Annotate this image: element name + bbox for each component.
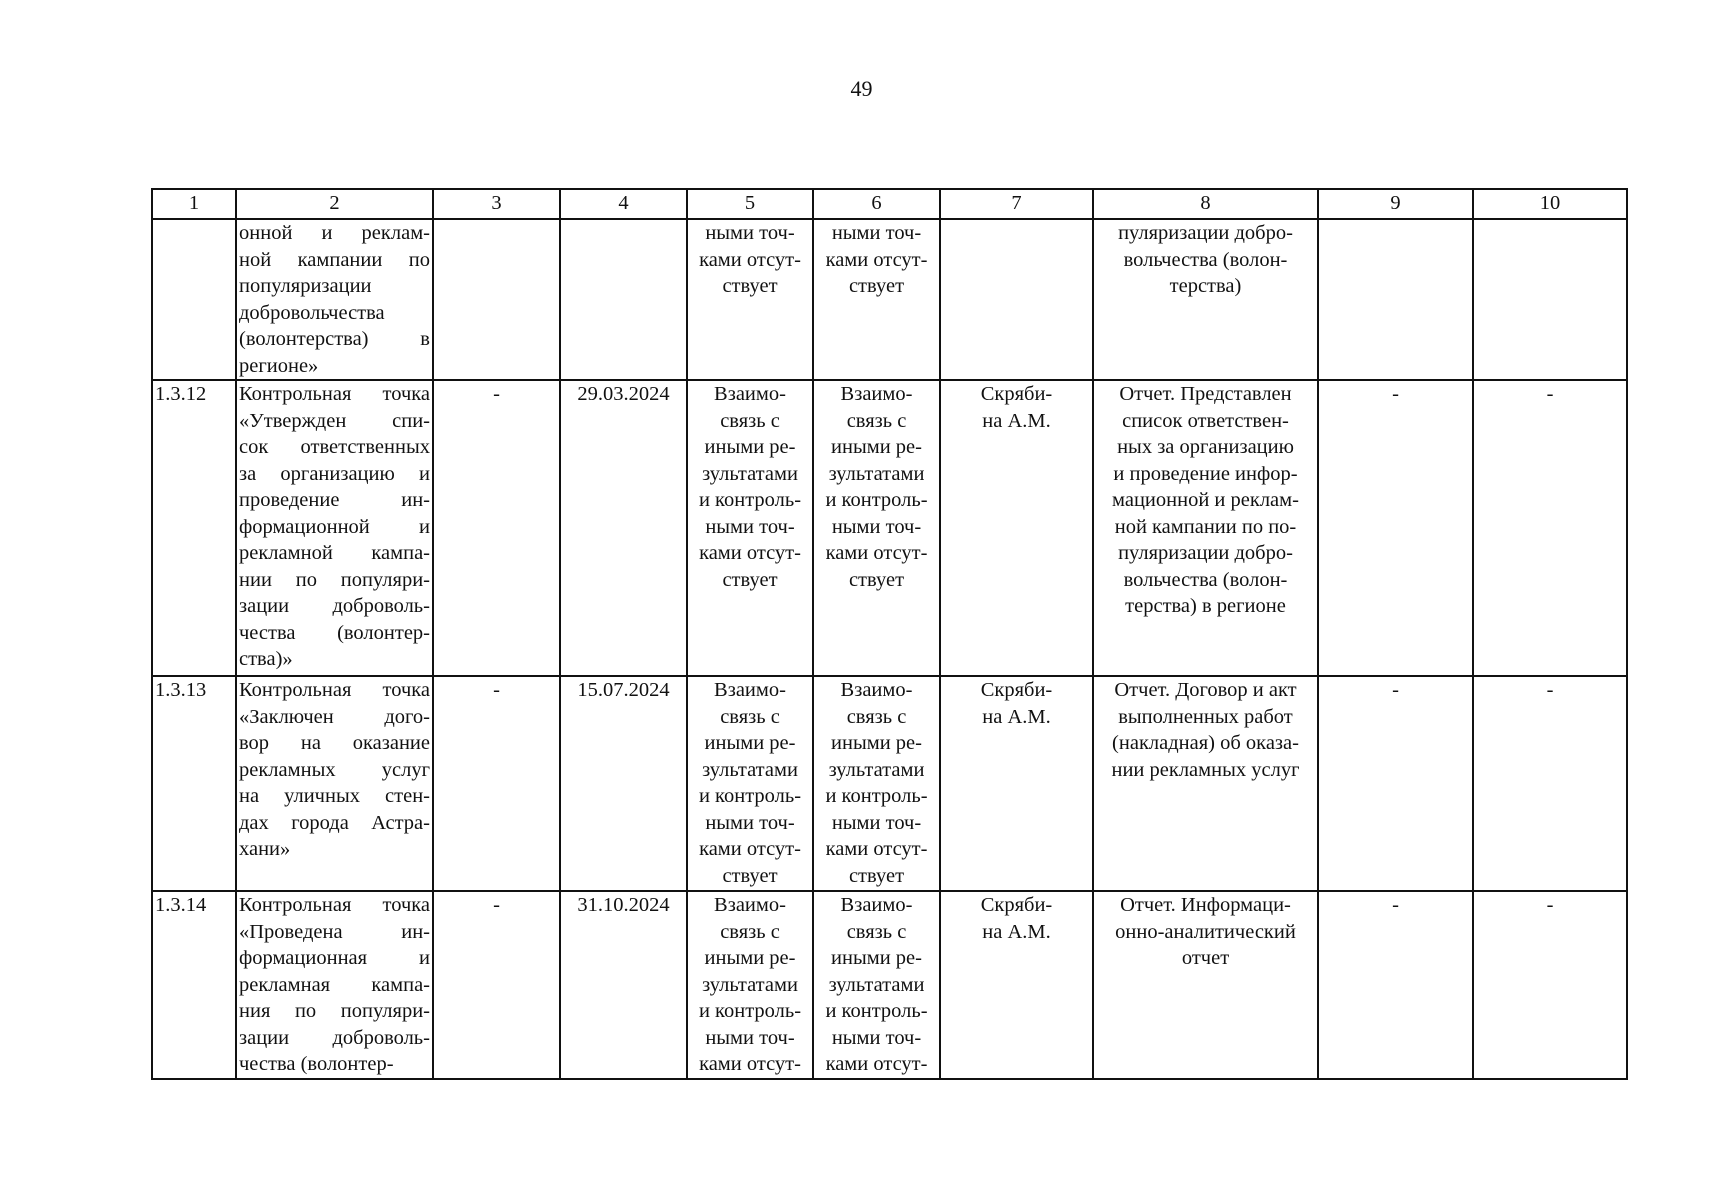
responsible-person (940, 676, 1093, 891)
responsible-person (940, 380, 1093, 676)
header-cell: 6 (813, 189, 940, 219)
cell-line: иными ре- (704, 732, 796, 754)
cell-line: связь с (720, 409, 780, 432)
header-cell: 4 (560, 189, 687, 219)
cell-line: ными точ- (705, 1026, 795, 1049)
cell-line: ными точ- (705, 811, 795, 834)
cell-line: связь с (720, 920, 780, 943)
cell-line: Контрольная точка (239, 894, 430, 916)
cell-line: ствует (848, 568, 905, 591)
cell-line: проведение ин- (239, 489, 430, 511)
result-description (1093, 380, 1318, 676)
cell-line: список ответствен- (1122, 409, 1289, 432)
result-description (1093, 891, 1318, 1079)
cell-line: зультатами (702, 758, 798, 781)
cell-line: рекламной кампа- (239, 542, 430, 564)
relation-cell-5 (687, 676, 813, 891)
header-cell: 8 (1093, 189, 1318, 219)
cell-line: вольчества (волон- (1123, 568, 1288, 591)
cell-line: чества (волонтер- (239, 1053, 394, 1075)
relation-cell-5 (687, 380, 813, 676)
cell-line: Скряби- (980, 383, 1053, 405)
cell-line: зультатами (702, 973, 798, 996)
responsible-person (940, 891, 1093, 1079)
cell-line: Взаимо- (714, 894, 786, 916)
plan-table (151, 188, 1628, 1080)
cell-line: на А.М. (982, 409, 1051, 432)
cell-line: ными точ- (705, 222, 795, 244)
header-cell: 1 (152, 189, 236, 219)
table-row (152, 676, 1627, 891)
cell-line: ками отсут- (699, 1053, 801, 1075)
cell-line: и контроль- (698, 1000, 802, 1022)
cell-line: «Проведена ин- (239, 920, 430, 943)
cell-line: иными ре- (831, 436, 922, 458)
cell-line: ствует (722, 568, 778, 591)
cell-line: ными точ- (831, 811, 922, 834)
cell-line: ной кампании по (239, 248, 430, 271)
column-3-value: - (433, 380, 560, 676)
cell-line: на А.М. (982, 705, 1051, 728)
cell-line: связь с (846, 409, 907, 432)
table-row (152, 891, 1627, 1079)
cell-line: Взаимо- (840, 679, 913, 701)
cell-line: иными ре- (704, 436, 796, 458)
column-9-value: - (1318, 380, 1473, 676)
cell-line: иными ре- (831, 732, 922, 754)
row-number: 1.3.14 (152, 891, 236, 1079)
result-description (1093, 676, 1318, 891)
relation-cell-6 (813, 891, 940, 1079)
relation-cell-6 (813, 380, 940, 676)
cell-line: зультатами (702, 462, 798, 485)
cell-line: ками отсут- (825, 1053, 928, 1075)
cell-line: «Заключен дого- (239, 705, 430, 728)
cell-line: вор на оказание (239, 732, 430, 754)
cell-line: и контроль- (825, 1000, 928, 1022)
header-cell: 5 (687, 189, 813, 219)
column-3-value: - (433, 676, 560, 891)
cell-line: Отчет. Информаци- (1120, 894, 1291, 916)
row-number: 1.3.12 (152, 380, 236, 676)
cell-line: Контрольная точка (239, 383, 430, 405)
cell-line: формационной и (239, 515, 430, 538)
cell-line: на уличных стен- (239, 785, 430, 807)
cell-line: вольчества (волон- (1123, 248, 1288, 271)
cell-line: и контроль- (825, 785, 928, 807)
cell-line: и контроль- (698, 489, 802, 511)
cell-line: ства)» (239, 648, 293, 670)
date-value: 29.03.2024 (560, 380, 687, 676)
column-10-value: - (1473, 891, 1627, 1079)
relation-cell-5 (687, 891, 813, 1079)
column-10-value: - (1473, 380, 1627, 676)
column-10-value (1473, 219, 1627, 380)
cell-line: Взаимо- (714, 679, 786, 701)
column-3-value: - (433, 891, 560, 1079)
cell-line: дах города Астра- (239, 811, 430, 834)
cell-line: иными ре- (704, 947, 796, 969)
column-9-value (1318, 219, 1473, 380)
cell-line: ками отсут- (825, 542, 928, 564)
cell-line: Отчет. Договор и акт (1114, 679, 1297, 701)
header-cell: 7 (940, 189, 1093, 219)
cell-line: ками отсут- (699, 838, 801, 860)
cell-line: (волонтерства) в (239, 328, 430, 350)
table-row (152, 380, 1627, 676)
cell-line: сок ответственных (239, 436, 430, 458)
table-header-row (152, 189, 1627, 219)
cell-line: ками отсут- (825, 248, 928, 271)
cell-line: нии рекламных услуг (1111, 758, 1300, 781)
cell-line: и проведение инфор- (1113, 462, 1298, 485)
header-cell: 3 (433, 189, 560, 219)
responsible-person (940, 219, 1093, 380)
cell-line: регионе» (239, 354, 319, 377)
cell-line: ками отсут- (699, 248, 801, 271)
cell-line: Отчет. Представлен (1119, 383, 1292, 405)
cell-line: ными точ- (831, 1026, 922, 1049)
cell-line: отчет (1181, 947, 1230, 969)
cell-line: и контроль- (698, 785, 802, 807)
cell-line: ствует (848, 864, 905, 887)
cell-line: «Утвержден спи- (239, 409, 430, 432)
cell-line: за организацию и (239, 462, 430, 485)
cell-line: рекламная кампа- (239, 973, 430, 996)
column-9-value: - (1318, 891, 1473, 1079)
cell-line: зультатами (828, 758, 925, 781)
cell-line: ния по популяри- (239, 1000, 430, 1022)
cell-line: мационной и реклам- (1112, 489, 1299, 511)
column-9-value: - (1318, 676, 1473, 891)
cell-line: хани» (239, 838, 291, 860)
cell-line: зации доброволь- (239, 1026, 430, 1049)
cell-line: ной кампании по по- (1114, 515, 1297, 538)
cell-line: связь с (846, 705, 907, 728)
cell-line: на А.М. (982, 920, 1051, 943)
cell-line: терства) в регионе (1125, 595, 1286, 617)
relation-cell-6 (813, 676, 940, 891)
cell-line: ных за организацию (1117, 436, 1294, 458)
cell-line: ными точ- (831, 515, 922, 538)
header-cell: 9 (1318, 189, 1473, 219)
cell-line: Взаимо- (840, 894, 913, 916)
cell-line: Скряби- (980, 894, 1053, 916)
cell-line: зации доброволь- (239, 595, 430, 617)
header-cell: 2 (236, 189, 433, 219)
cell-line: и контроль- (825, 489, 928, 511)
event-name (236, 380, 433, 676)
cell-line: (накладная) об оказа- (1112, 732, 1299, 754)
event-name (236, 891, 433, 1079)
column-10-value: - (1473, 676, 1627, 891)
cell-line: нии по популяри- (239, 568, 430, 591)
cell-line: популяризации (239, 275, 372, 297)
cell-line: добровольчества (239, 301, 385, 324)
cell-line: чества (волонтер- (239, 621, 430, 644)
cell-line: связь с (720, 705, 780, 728)
cell-line: формационная и (239, 947, 430, 969)
column-3-value (433, 219, 560, 380)
cell-line: ствует (848, 275, 905, 297)
row-number: 1.3.13 (152, 676, 236, 891)
cell-line: Взаимо- (840, 383, 913, 405)
result-description (1093, 219, 1318, 380)
cell-line: ками отсут- (699, 542, 801, 564)
header-cell: 10 (1473, 189, 1627, 219)
table-row (152, 219, 1627, 380)
cell-line: пуляризации добро- (1118, 222, 1293, 244)
row-number (152, 219, 236, 380)
cell-line: иными ре- (831, 947, 922, 969)
date-value (560, 219, 687, 380)
cell-line: выполненных работ (1118, 705, 1293, 728)
cell-line: терства) (1169, 275, 1242, 297)
cell-line: ствует (722, 275, 778, 297)
cell-line: зультатами (828, 462, 925, 485)
relation-cell-5 (687, 219, 813, 380)
cell-line: онной и реклам- (239, 222, 430, 244)
cell-line: Контрольная точка (239, 679, 430, 701)
cell-line: пуляризации добро- (1118, 542, 1293, 564)
cell-line: ками отсут- (825, 838, 928, 860)
event-name (236, 676, 433, 891)
cell-line: связь с (846, 920, 907, 943)
page-number: 49 (850, 76, 873, 101)
relation-cell-6 (813, 219, 940, 380)
cell-line: ствует (722, 864, 778, 887)
date-value: 15.07.2024 (560, 676, 687, 891)
cell-line: ными точ- (831, 222, 922, 244)
date-value: 31.10.2024 (560, 891, 687, 1079)
cell-line: онно-аналитический (1115, 920, 1296, 943)
event-name (236, 219, 433, 380)
cell-line: Скряби- (980, 679, 1053, 701)
cell-line: рекламных услуг (239, 758, 430, 781)
cell-line: ными точ- (705, 515, 795, 538)
cell-line: Взаимо- (714, 383, 786, 405)
cell-line: зультатами (828, 973, 925, 996)
